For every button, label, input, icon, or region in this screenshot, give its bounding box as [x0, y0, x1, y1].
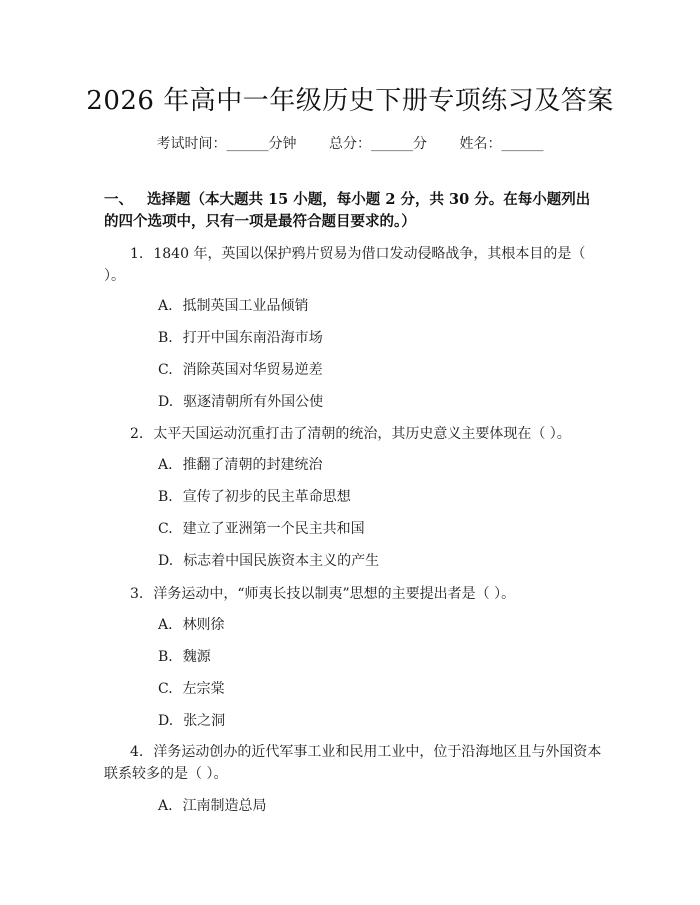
page-title: 2026 年高中一年级历史下册专项练习及答案 — [86, 86, 614, 116]
question-number: 4. — [130, 744, 144, 760]
total-score-label: 总分： — [329, 136, 371, 152]
exam-time-field — [157, 136, 297, 152]
option-text: 驱逐清朝所有外国公使 — [183, 394, 324, 410]
option-text: 推翻了清朝的封建统治 — [182, 457, 323, 473]
question-text: 太平天国运动沉重打击了清朝的统治，其历史意义主要体现在（ ）。 — [153, 426, 571, 442]
option-text: 宣传了初步的民主革命思想 — [182, 489, 351, 505]
question-4 — [104, 741, 602, 785]
question-4-option-a — [158, 796, 267, 816]
option-letter: C. — [158, 521, 173, 537]
section-heading — [104, 189, 602, 233]
question-text: 1840 年，英国以保护鸦片贸易为借口发动侵略战争，其根本目的是（ ）。 — [104, 246, 586, 284]
question-1-option-c — [158, 360, 323, 380]
question-3-option-d — [158, 711, 225, 731]
question-number: 1. — [130, 246, 144, 262]
option-text: 消除英国对华贸易逆差 — [182, 362, 323, 378]
question-number: 2. — [130, 426, 144, 442]
option-letter: B. — [158, 489, 173, 505]
question-1-option-b — [158, 328, 323, 348]
exam-time-blank: ______ — [226, 136, 269, 152]
exam-time-unit: 分钟 — [268, 136, 297, 152]
student-name-label: 姓名： — [459, 136, 502, 152]
question-2-option-b — [158, 487, 351, 507]
option-text: 左宗棠 — [182, 681, 225, 697]
section-text: 选择题（本大题共 15 小题，每小题 2 分，共 30 分。在每小题列出的四个选项中，只有一项是最符合题目要求的。） — [104, 191, 591, 230]
question-3 — [104, 583, 602, 605]
student-name-field — [459, 136, 543, 152]
option-letter: A. — [158, 457, 173, 473]
option-letter: C. — [158, 681, 173, 697]
question-2-option-a — [158, 455, 323, 475]
total-score-field — [329, 136, 427, 152]
option-text: 魏源 — [182, 649, 211, 665]
option-letter: D. — [158, 394, 174, 410]
question-number: 3. — [130, 586, 144, 602]
option-text: 打开中国东南沿海市场 — [182, 330, 323, 346]
option-letter: C. — [158, 362, 173, 378]
option-text: 江南制造总局 — [182, 798, 267, 814]
question-text: 洋务运动创办的近代军事工业和民用工业中，位于沿海地区且与外国资本联系较多的是（ ）。 — [104, 744, 602, 782]
question-3-option-c — [158, 679, 225, 699]
exam-meta — [0, 133, 700, 153]
question-2-option-d — [158, 551, 379, 571]
question-3-option-b — [158, 647, 211, 667]
exam-time-label: 考试时间： — [156, 136, 227, 152]
question-3-option-a — [158, 615, 225, 635]
option-text: 建立了亚洲第一个民主共和国 — [182, 521, 365, 537]
question-text: 洋务运动中，“师夷长技以制夷”思想的主要提出者是（ ）。 — [153, 586, 516, 602]
option-letter: D. — [158, 553, 174, 569]
option-letter: B. — [158, 649, 173, 665]
option-letter: D. — [158, 713, 174, 729]
option-letter: A. — [158, 298, 173, 314]
student-name-blank: ______ — [501, 136, 544, 152]
question-2-option-c — [158, 519, 365, 539]
option-letter: B. — [158, 330, 173, 346]
question-1-option-a — [158, 296, 309, 316]
total-score-unit: 分 — [413, 136, 427, 152]
option-text: 林则徐 — [182, 617, 225, 633]
option-letter: A. — [158, 798, 173, 814]
question-1-option-d — [158, 392, 323, 412]
question-1 — [104, 243, 602, 287]
option-text: 标志着中国民族资本主义的产生 — [183, 553, 380, 569]
total-score-blank: ______ — [371, 136, 413, 152]
option-text: 张之洞 — [183, 713, 226, 729]
section-number: 一、 — [104, 191, 133, 208]
question-2 — [104, 423, 602, 445]
option-letter: A. — [158, 617, 173, 633]
option-text: 抵制英国工业品倾销 — [182, 298, 309, 314]
